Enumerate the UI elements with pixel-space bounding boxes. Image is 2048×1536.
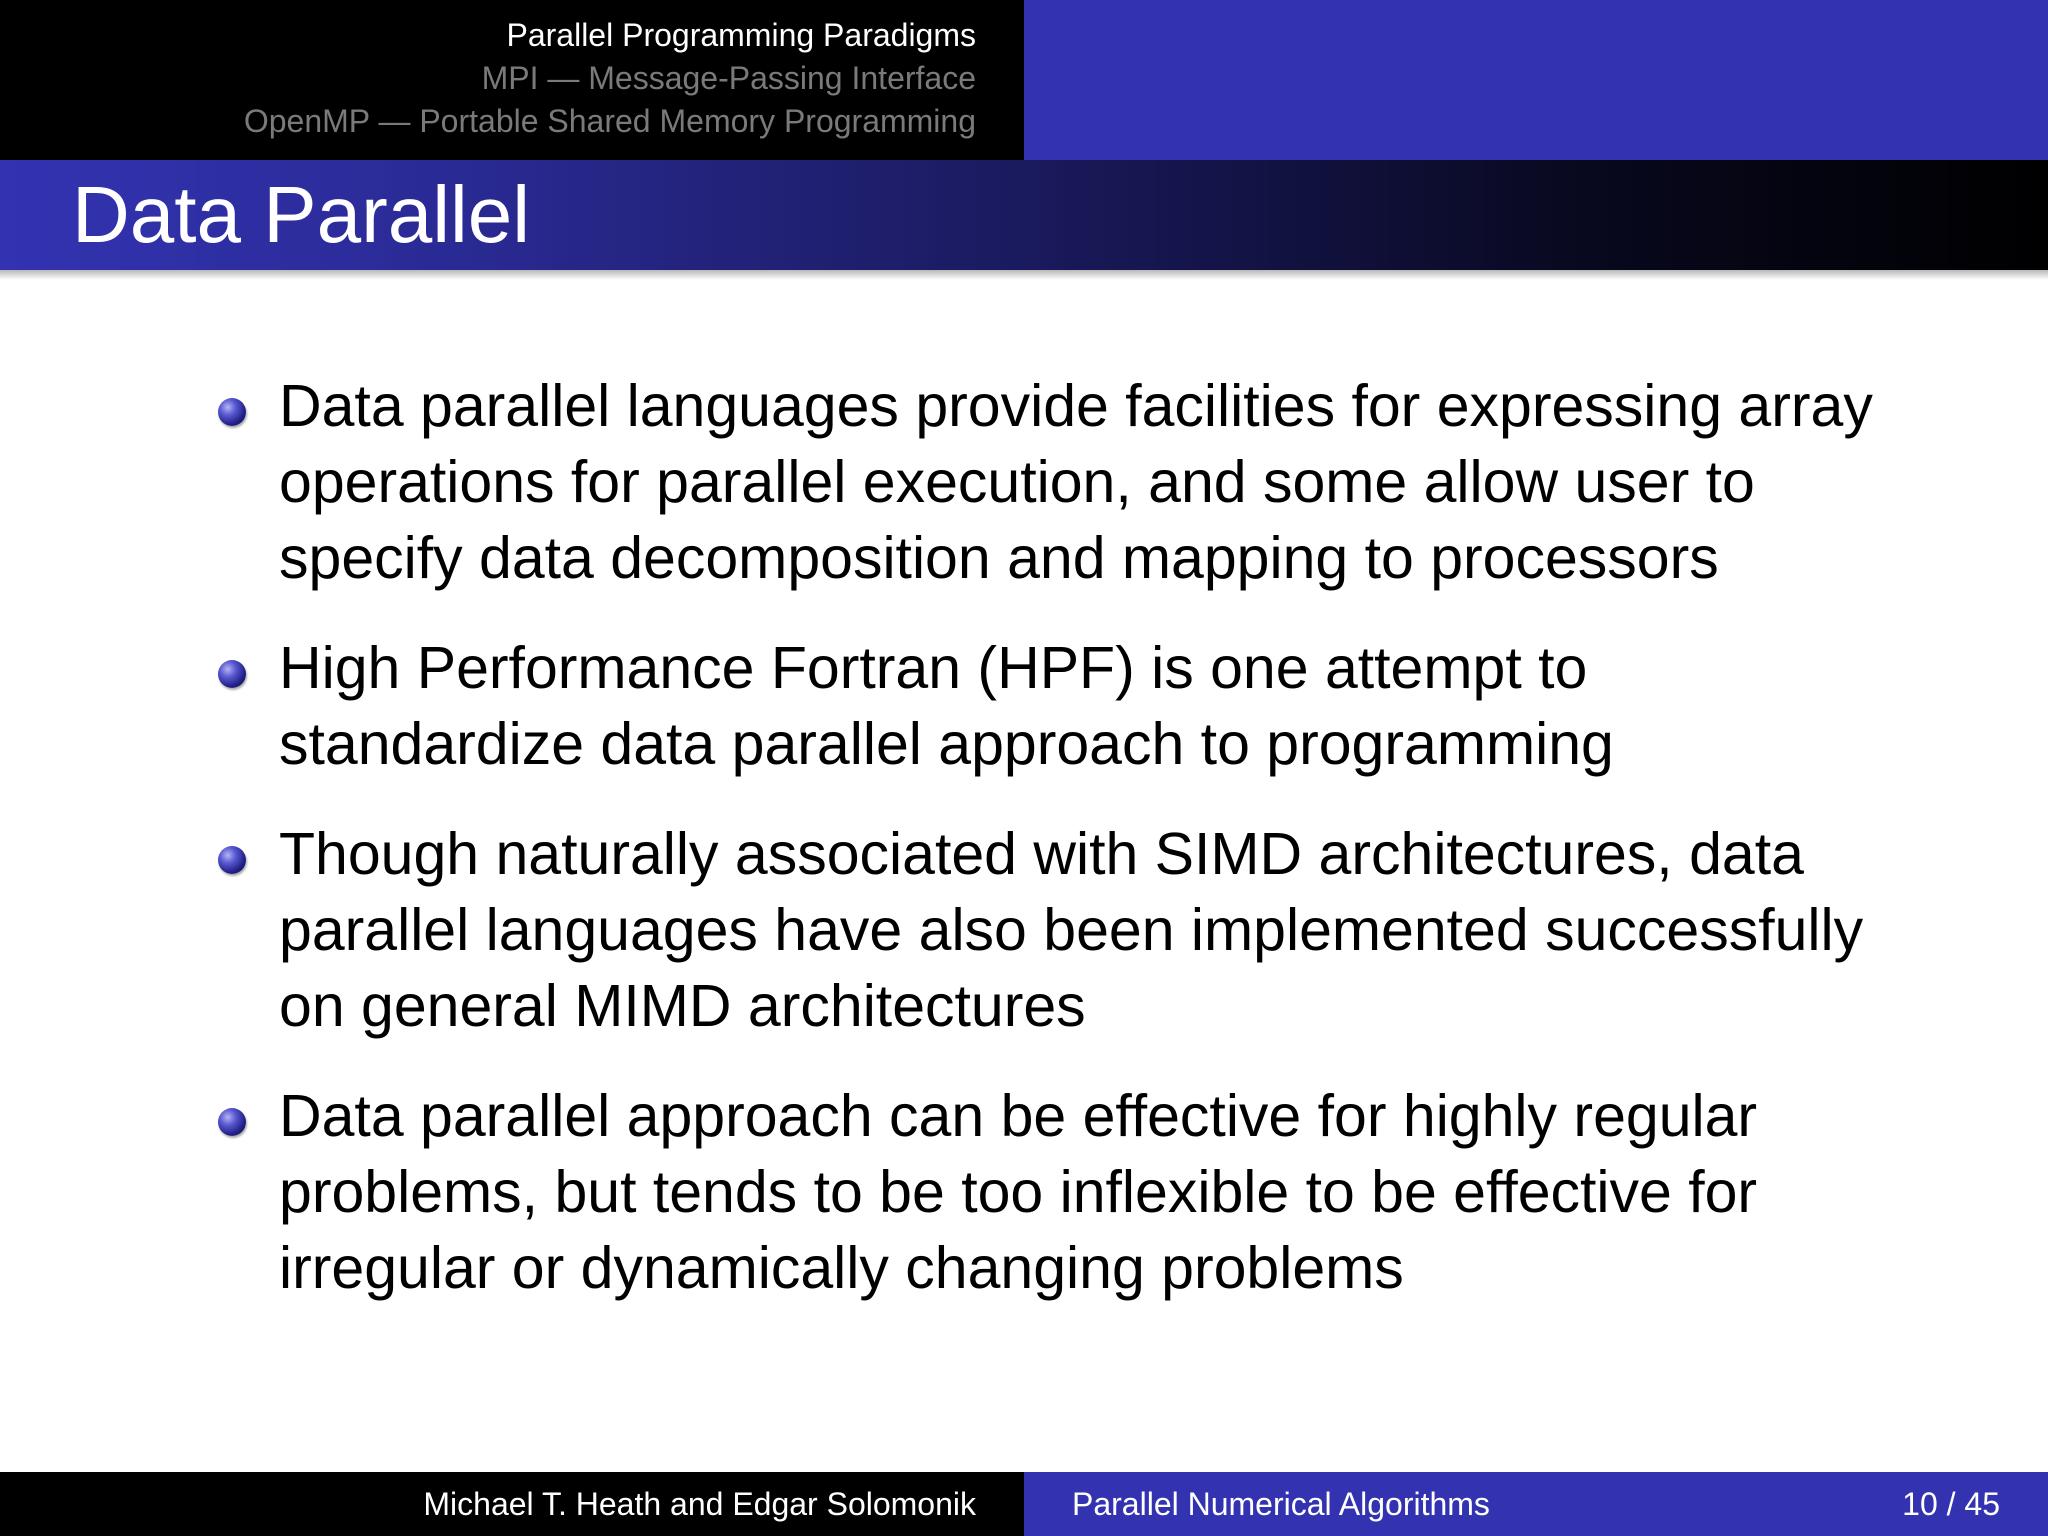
bullet-text: Data parallel languages provide facilities for expressing array operations for parallel execution, and some allow user to specify data decomposition and mapping to processors [279, 373, 1873, 591]
section-list [244, 14, 976, 143]
nav-section-openmp[interactable]: OpenMP — Portable Shared Memory Programming [243, 103, 976, 139]
bullet-list [218, 368, 1898, 1340]
header-nav-left-panel [0, 0, 1024, 160]
footer-bar [0, 1472, 2048, 1536]
bullet-ball-icon [218, 660, 246, 688]
header-navigation [0, 0, 2048, 160]
bullet-item [218, 630, 1898, 782]
bullet-item [218, 1078, 1898, 1306]
title-bar-shadow [0, 270, 2048, 280]
bullet-text: Though naturally associated with SIMD architectures, data parallel languages have also been implemented successfully on general MIMD architectures [279, 821, 1864, 1039]
bullet-ball-icon [218, 846, 246, 874]
page-counter: 10 / 45 [1902, 1486, 2000, 1522]
bullet-text: Data parallel approach can be effective for highly regular problems, but tends to be too inflexible to be effective for irregular or dynamically changing problems [279, 1083, 1758, 1301]
nav-section-mpi[interactable]: MPI — Message-Passing Interface [481, 60, 976, 96]
footer-left-panel [0, 1472, 1024, 1536]
bullet-item [218, 368, 1898, 596]
footer-talk-title: Parallel Numerical Algorithms [1072, 1486, 1490, 1522]
frame-title: Data Parallel [72, 170, 531, 259]
footer-authors: Michael T. Heath and Edgar Solomonik [423, 1486, 976, 1522]
bullet-ball-icon [218, 1108, 246, 1136]
bullet-text: High Performance Fortran (HPF) is one attempt to standardize data parallel approach to programming [279, 635, 1614, 777]
header-nav-right-panel [1024, 0, 2048, 160]
bullet-ball-icon [218, 398, 246, 426]
bullet-item [218, 816, 1898, 1044]
footer-right-panel [1024, 1472, 2048, 1536]
nav-section-active[interactable]: Parallel Programming Paradigms [506, 17, 976, 53]
